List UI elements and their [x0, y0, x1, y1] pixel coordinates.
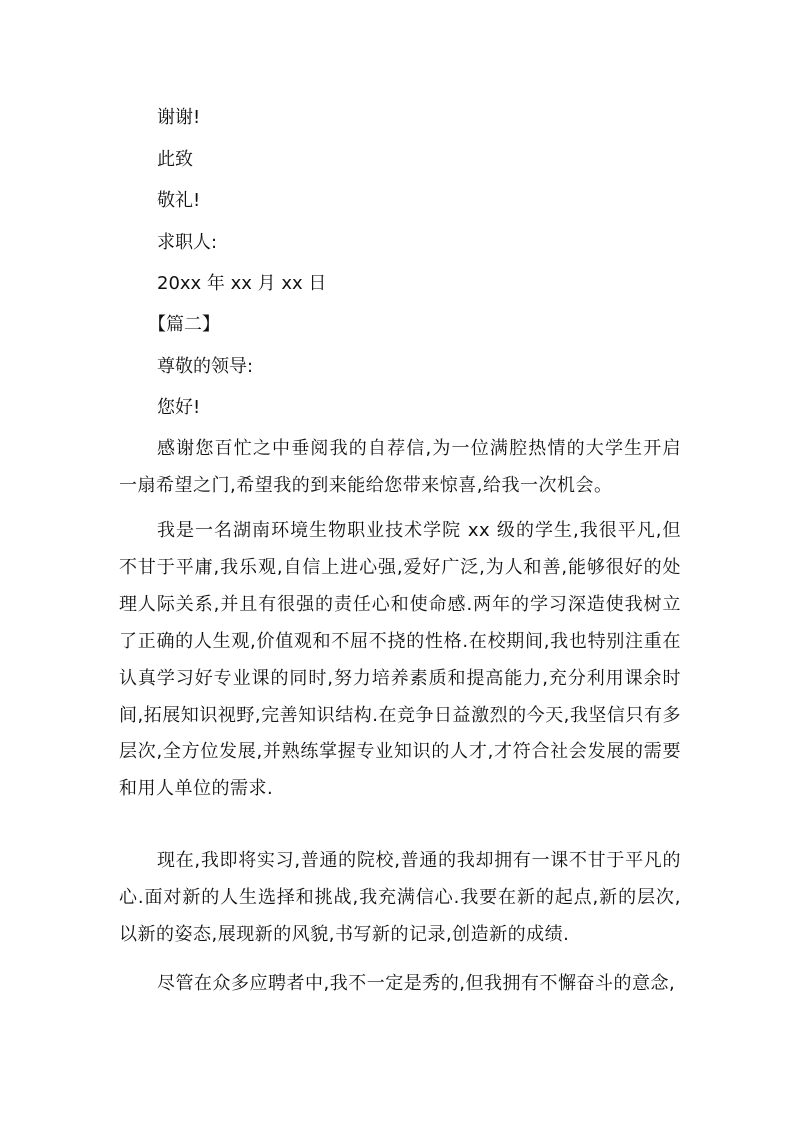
paragraph-introduction: 我是一名湖南环境生物职业技术学院 xx 级的学生,我很平凡,但不甘于平庸,我乐观,自信上进心强,爱好广泛,为人和善,能够很好的处理人际关系,并且有很强的责任心和使命感.两年的学习深造使我树立了正确的人生观,价值观和不屈不挠的性格.在校期间,我也特别注重在认真学习好专业课的同时,努力培养素质和提高能力,充分利用课余时间,拓展知识视野,完善知识结构.在竞争日益激烈的今天,我坚信只有多层次,全方位发展,并熟练掌握专业知识的人才,才符合社会发展的需要和用人单位的需求. [119, 520, 681, 800]
salutation: 尊敬的领导: [157, 356, 254, 377]
thanks-line: 谢谢! [157, 107, 201, 128]
paragraph-internship: 现在,我即将实习,普通的院校,普通的我却拥有一课不甘于平凡的心.面对新的人生选择和挑战,我充满信心.我要在新的起点,新的层次,以新的姿态,展现新的风貌,书写新的记录,创造新的成绩. [119, 850, 681, 945]
paragraph-closing-start: 尽管在众多应聘者中,我不一定是秀的,但我拥有不懈奋斗的意念, [157, 973, 676, 994]
jing-li-line: 敬礼! [157, 190, 201, 211]
paragraph-thanks: 感谢您百忙之中垂阅我的自荐信,为一位满腔热情的大学生开启一扇希望之门,希望我的到来能给您带来惊喜,给我一次机会。 [119, 438, 681, 496]
ci-zhi-line: 此致 [157, 149, 193, 170]
applicant-label: 求职人: [157, 232, 218, 253]
greeting: 您好! [157, 397, 201, 418]
letter-date: 20xx 年 xx 月 xx 日 [157, 273, 327, 294]
section-heading: 【篇二】 [148, 314, 220, 335]
